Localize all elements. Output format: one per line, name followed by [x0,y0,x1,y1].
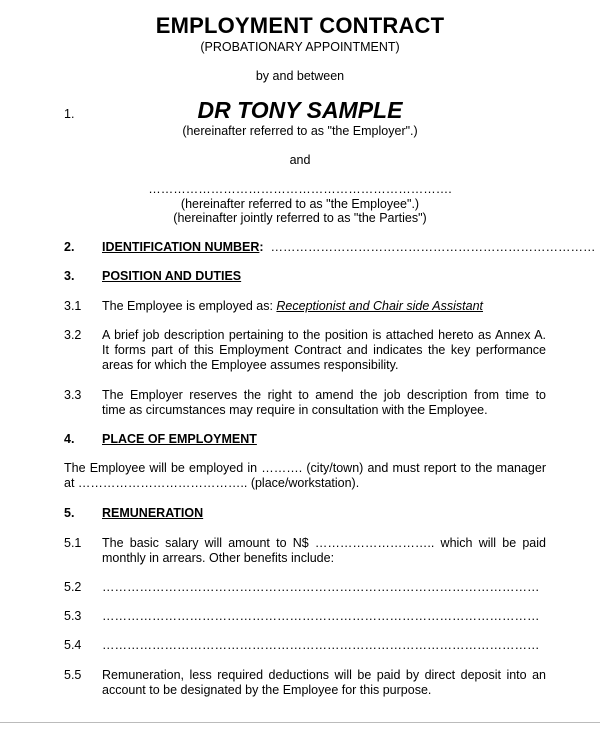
clause-5-1-text [102,536,546,566]
clause-5-3-blank: …………………………………………………………………………………………… [102,609,540,623]
clause-3-2-line1: A brief job description pertaining to the position is attached hereto as Annex A. [102,328,546,342]
clause-3-2-number: 3.2 [64,328,82,342]
section3-number: 3. [64,269,75,283]
section4-text [64,461,546,491]
employer-name: DR TONY SAMPLE [197,97,403,123]
section2-colon: : [259,240,264,254]
clause-5-5-text [102,668,546,698]
section4-number: 4. [64,432,75,446]
clause-5-4-number: 5.4 [64,638,82,652]
job-title: Receptionist and Chair side Assistant [276,299,483,313]
by-and-between-text: by and between [255,69,345,83]
clause-5-2-number: 5.2 [64,580,82,594]
clause-5-3-number: 5.3 [64,609,82,623]
party1-number: 1. [64,107,75,121]
clause-5-2-blank: …………………………………………………………………………………………… [102,580,540,594]
employer-referred-text: (hereinafter referred to as "the Employer".) [182,124,418,138]
clause-5-1-line1: The basic salary will amount to N$ ……………………….. which will be paid [102,536,546,550]
section5-heading: REMUNERATION [102,506,204,520]
clause-5-4-blank: …………………………………………………………………………………………… [102,638,540,652]
clause-3-1-text: The Employee is employed as: [102,299,273,313]
clause-3-3-text [102,388,546,418]
clause-3-3-number: 3.3 [64,388,82,402]
section4-line2: at ………………………………….. (place/workstation). [64,476,360,490]
document-title: EMPLOYMENT CONTRACT [155,13,445,38]
employee-name-blank: ………………………………………………………………. [148,182,452,196]
and-text: and [289,153,311,167]
clause-3-2-line3: areas for which the Employee assumes responsibility. [102,358,399,372]
clause-3-1-text-row [102,299,483,314]
identification-number-blank: …………………………………………………………………… [270,240,596,254]
parties-referred-text: (hereinafter jointly referred to as "the Parties") [173,211,427,225]
clause-5-1-line2: monthly in arrears. Other benefits include: [102,551,335,565]
document-subtitle: (PROBATIONARY APPOINTMENT) [200,40,400,54]
clause-5-5-number: 5.5 [64,668,82,682]
clause-3-3-line1: The Employer reserves the right to amend the job description from time to [102,388,546,402]
clause-3-3-line2: time as circumstances may require in consultation with the Employee. [102,403,488,417]
section2-heading-row [102,240,596,255]
page-bottom-divider [0,722,600,723]
section5-number: 5. [64,506,75,520]
clause-3-2-line2: It forms part of this Employment Contract and indicates the key performance [102,343,546,357]
section2-number: 2. [64,240,75,254]
clause-5-5-line1: Remuneration, less required deductions will be paid by direct deposit into an [102,668,546,682]
section3-heading: POSITION AND DUTIES [102,269,242,283]
section2-heading: IDENTIFICATION NUMBER [102,240,260,254]
clause-5-1-number: 5.1 [64,536,82,550]
clause-5-5-line2: account to be designated by the Employee for this purpose. [102,683,432,697]
section4-heading: PLACE OF EMPLOYMENT [102,432,257,446]
clause-3-2-text [102,328,546,373]
employee-referred-text: (hereinafter referred to as "the Employee".) [180,197,420,211]
section4-line1: The Employee will be employed in ………. (city/town) and must report to the manager [64,461,546,475]
clause-3-1-number: 3.1 [64,299,82,313]
